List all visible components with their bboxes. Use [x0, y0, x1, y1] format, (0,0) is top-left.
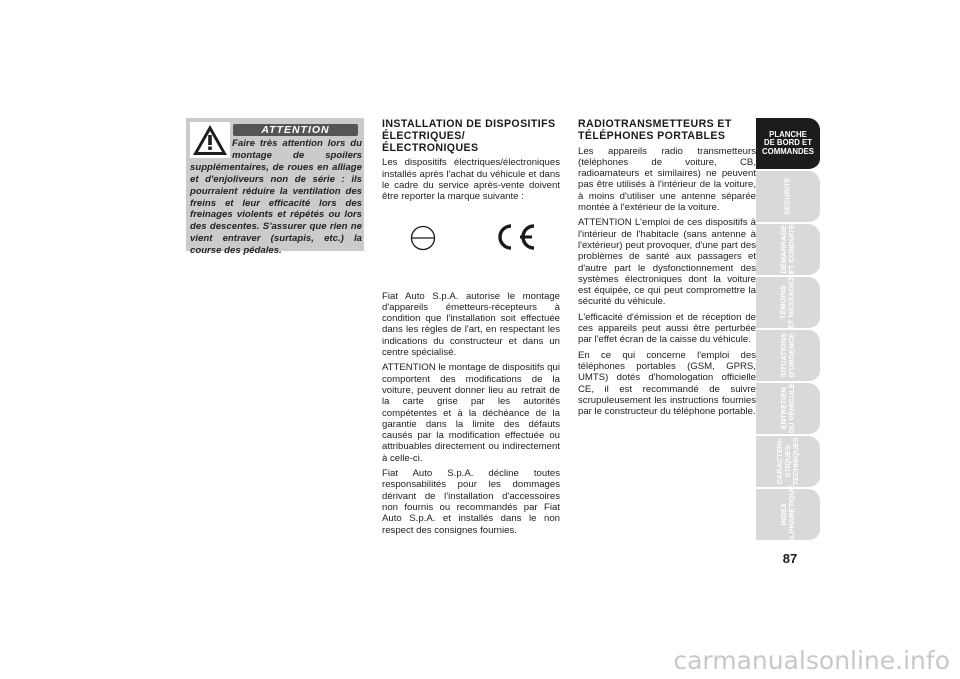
installation-section	[382, 119, 560, 540]
ce-mark-icon	[492, 223, 538, 251]
warning-badge: ATTENTION	[233, 124, 358, 136]
installation-paragraph-2: ATTENTION le montage de dispositifs qui comportent des modifications de la voiture, peuvent donner lieu au retrait de la carte grise par les autorités compétentes et à la déchéance de la garantie dans la limite des défauts causés par la modification effectuée ou attribuables directement ou indirectement à celle-ci.	[382, 362, 560, 464]
tab-label: DÉMARRAGE ET CONDUITE	[778, 224, 796, 275]
installation-intro: Les dispositifs électriques/électroniques installés après l'achat du véhicule et dans le cadre du service après-vente doivent être reporter la marque suivante :	[382, 157, 560, 203]
warning-box	[186, 118, 364, 257]
tab-label: SITUATIONS D'URGENCE	[778, 333, 796, 378]
radio-paragraph-2: ATTENTION L'emploi de ces dispositifs à l'intérieur de l'habitacle (sans antenne à l'extérieur) peut provoquer, d'une part des problèmes de santé aux passagers et d'autre part le dysfonctionnement des systèmes électroniques dont la voiture est équipée, ce qui peut compromettre la sécurité du véhicule.	[578, 217, 756, 308]
installation-title: INSTALLATION DE DISPOSITIFS ÉLECTRIQUES/ÉLECTRONIQUES	[382, 118, 556, 154]
installation-paragraph-1: Fiat Auto S.p.A. autorise le montage d'appareils émetteurs-récepteurs à condition que l'installation soit effectuée dans les règles de l'art, en respectant les indications du constructeur et dans un centre spécialisé.	[382, 290, 560, 359]
tab-label: ENTRETIEN DU VÉHICULE	[778, 383, 796, 434]
marking-logos	[382, 215, 560, 277]
tab-securite[interactable]	[756, 171, 820, 224]
tab-label: PLANCHE DE BORD ET COMMANDES	[762, 129, 814, 156]
radio-paragraph-4: En ce qui concerne l'emploi des téléphones portables (GSM, GPRS, UMTS) dotés d'homologation officielle CE, il est recommandé de suivre scrupuleusement les instructions fournies par le constructeur du téléphone portable.	[578, 349, 756, 418]
installation-paragraph-3: Fiat Auto S.p.A. décline toutes responsabilités pour les dommages dérivant de l'installation d'accessoires non fournis ou recommandés par Fiat Auto S.p.A. et installés dans le non respect des consignes fournies.	[382, 468, 560, 536]
tab-planche-de-bord[interactable]	[756, 118, 820, 171]
tab-caracteristiques[interactable]	[756, 436, 820, 489]
radio-paragraph-1: Les appareils radio transmetteurs (téléphones de voiture, CB, radioamateurs et similaires) ne peuvent pas être utilisés à l'intérieur de la voiture, à moins d'utiliser une antenne séparée montée à l'extérieur de la voiture.	[578, 145, 756, 214]
radio-section	[578, 119, 756, 421]
tab-label: INDEX ALPHABÉTIQUE	[778, 485, 796, 544]
watermark: carmanualsonline.info	[673, 646, 950, 675]
e-mark-icon	[410, 225, 436, 251]
radio-title: RADIOTRANSMETTEURS ET TÉLÉPHONES PORTABLES	[578, 118, 732, 142]
chapter-tabs	[756, 118, 820, 544]
radio-paragraph-3: L'efficacité d'émission et de réception de ces appareils peut aussi être perturbée par l'effet écran de la caisse du véhicule.	[578, 311, 756, 346]
tab-entretien[interactable]	[756, 383, 820, 436]
tab-temoins[interactable]	[756, 277, 820, 330]
tab-label: CARACTÉRI- STIQUES TECHNIQUES	[774, 437, 801, 486]
tab-demarrage[interactable]	[756, 224, 820, 277]
page-number: 87	[782, 551, 798, 566]
tab-situations-urgence[interactable]	[756, 330, 820, 383]
warning-text: Faire très attention lors du montage de spoilers supplémentaires, de roues en alliage et d'enjoliveurs non de série : ils pourraient réduire la ventilation des freins et leur efficacité lors des freinages violents et répétés ou lors des descentes. S'assurer que rien ne vient entraver (surtapis, etc.) la course des pédales.	[190, 138, 362, 257]
tab-index[interactable]	[756, 485, 820, 544]
tab-label: TÉMOINS ET MESSAGES	[778, 275, 796, 330]
tab-label: SÉCURITÉ	[782, 177, 792, 216]
